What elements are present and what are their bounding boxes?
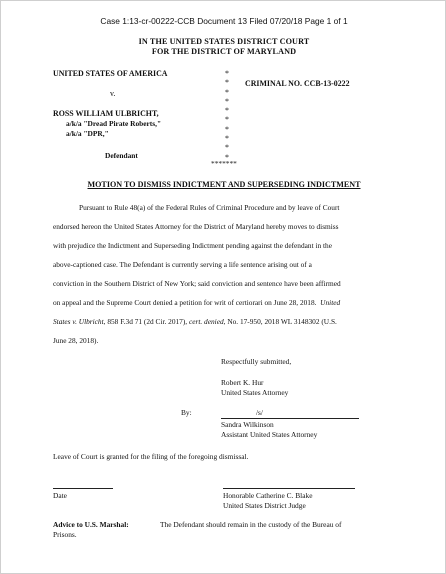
judge-name: Honorable Catherine C. Blake <box>223 491 313 500</box>
cert-denied: cert. denied, <box>188 317 226 326</box>
case-name: States v. Ulbricht, <box>53 317 106 326</box>
by-label: By: <box>181 408 192 417</box>
body-line-7 <box>53 317 337 326</box>
judge-signature-line <box>223 488 355 489</box>
caption-star-column: * * * * * * * * * * <box>225 69 229 162</box>
defendant-label: Defendant <box>105 151 138 160</box>
ecf-header: Case 1:13-cr-00222-CCB Document 13 Filed 07/20/18 Page 1 of 1 <box>100 16 348 26</box>
marshal-text-line1: The Defendant should remain in the custody of the Bureau of <box>160 520 342 529</box>
defendant-aka1: a/k/a "Dread Pirate Roberts," <box>66 119 162 128</box>
body-line-2: endorsed hereon the United States Attorney for the District of Maryland hereby moves to dismiss <box>53 222 339 231</box>
body-line-6-text: on appeal and the Supreme Court denied a petition for writ of certiorari on June 28, 2018. <box>53 298 317 307</box>
leave-of-court: Leave of Court is granted for the filing of the foregoing dismissal. <box>53 452 249 461</box>
case-cite-start: United <box>320 298 341 307</box>
court-name-line2: FOR THE DISTRICT OF MARYLAND <box>151 47 297 56</box>
reporter-cite: 858 F.3d 71 (2d Cir. 2017), <box>105 317 189 326</box>
caption-star-rule: ******* <box>211 159 237 168</box>
body-line-4: above-captioned case. The Defendant is currently serving a life sentence arising out of a <box>53 260 312 269</box>
defendant-name: ROSS WILLIAM ULBRICHT, <box>53 109 159 118</box>
marshal-label: Advice to U.S. Marshal: <box>53 520 129 529</box>
date-line <box>53 488 113 489</box>
criminal-number: CRIMINAL NO. CCB-13-0222 <box>245 79 350 88</box>
date-label: Date <box>53 491 67 500</box>
signer-title: Assistant United States Attorney <box>221 430 318 439</box>
marshal-text-line2: Prisons. <box>53 530 77 539</box>
body-line-3: with prejudice the Indictment and Superseding Indictment pending against the defendant in the <box>53 241 332 250</box>
versus-label: v. <box>110 89 116 98</box>
plaintiff-name: UNITED STATES OF AMERICA <box>53 69 168 78</box>
signature-mark: /s/ <box>256 408 263 417</box>
signer-name: Sandra Wilkinson <box>221 420 274 429</box>
body-line-6 <box>53 298 340 307</box>
court-name-line1: IN THE UNITED STATES DISTRICT COURT <box>138 37 310 46</box>
signature-line <box>221 418 359 419</box>
defendant-aka2: a/k/a "DPR," <box>66 129 109 138</box>
body-line-5: conviction in the Southern District of New York; said conviction and sentence have been affirmed <box>53 279 341 288</box>
body-line-1: Pursuant to Rule 48(a) of the Federal Rules of Criminal Procedure and by leave of Court <box>79 203 340 212</box>
judge-title: United States District Judge <box>223 501 306 510</box>
motion-title: MOTION TO DISMISS INDICTMENT AND SUPERSEDING INDICTMENT <box>87 180 361 189</box>
body-line-8: June 28, 2018). <box>53 336 99 345</box>
us-attorney-name: Robert K. Hur <box>221 378 264 387</box>
closing: Respectfully submitted, <box>221 357 292 366</box>
us-attorney-title: United States Attorney <box>221 388 289 397</box>
westlaw-cite: No. 17-950, 2018 WL 3148302 (U.S. <box>225 317 337 326</box>
